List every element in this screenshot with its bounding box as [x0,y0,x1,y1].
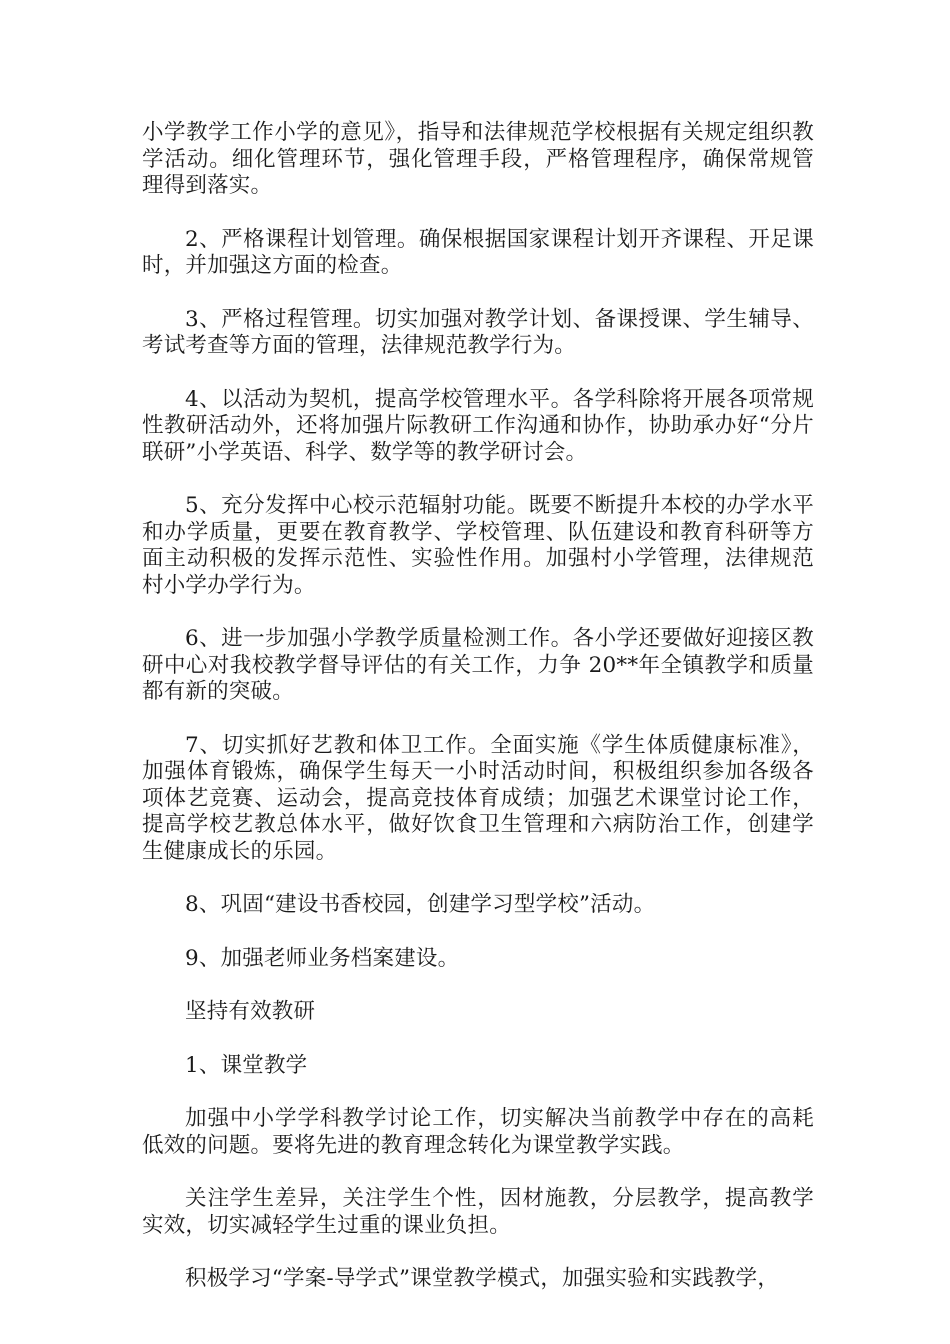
paragraph: 8、巩固“建设书香校园，创建学习型学校”活动。 [185,892,656,917]
paragraph: 5、充分发挥中心校示范辐射功能。既要不断提升本校的办学水平和办学质量，更要在教育教学、学校管理、队伍建设和教育科研等方面主动积极的发挥示范性、实验性作用。加强村小学管理，法律规范村小学办学行为。 [142,493,814,598]
document-body [142,120,814,1320]
paragraph: 3、严格过程管理。切实加强对教学计划、备课授课、学生辅导、考试考查等方面的管理，法律规范教学行为。 [142,306,814,358]
paragraph: 7、切实抓好艺教和体卫工作。全面实施《学生体质健康标准》，加强体育锻炼，确保学生每天一小时活动时间，积极组织参加各级各项体艺竞赛、运动会，提高竞技体育成绩；加强艺术课堂讨论工作，提高学校艺教总体水平，做好饮食卫生管理和六病防治工作，创建学生健康成长的乐园。 [142,732,814,864]
paragraph: 2、严格课程计划管理。确保根据国家课程计划开齐课程、开足课时，并加强这方面的检查。 [142,226,814,278]
paragraph: 积极学习“学案-导学式”课堂教学模式，加强实验和实践教学， [185,1266,780,1291]
subsection-heading: 1、课堂教学 [185,1052,308,1078]
paragraph: 关注学生差异，关注学生个性，因材施教，分层教学，提高教学实效，切实减轻学生过重的课业负担。 [142,1186,814,1238]
section-heading: 坚持有效教研 [185,999,316,1024]
paragraph: 9、加强老师业务档案建设。 [185,945,460,971]
paragraph: 加强中小学学科教学讨论工作，切实解决当前教学中存在的高耗低效的问题。要将先进的教育理念转化为课堂教学实践。 [142,1106,814,1158]
paragraph: 小学教学工作小学的意见》，指导和法律规范学校根据有关规定组织教学活动。细化管理环节，强化管理手段，严格管理程序，确保常规管理得到落实。 [142,120,814,198]
paragraph: 6、进一步加强小学教学质量检测工作。各小学还要做好迎接区教研中心对我校教学督导评估的有关工作，力争 20**年全镇教学和质量都有新的突破。 [142,626,814,704]
paragraph: 4、以活动为契机，提高学校管理水平。各学科除将开展各项常规性教研活动外，还将加强片际教研工作沟通和协作，协助承办好“分片联研”小学英语、科学、数学等的教学研讨会。 [142,386,814,465]
